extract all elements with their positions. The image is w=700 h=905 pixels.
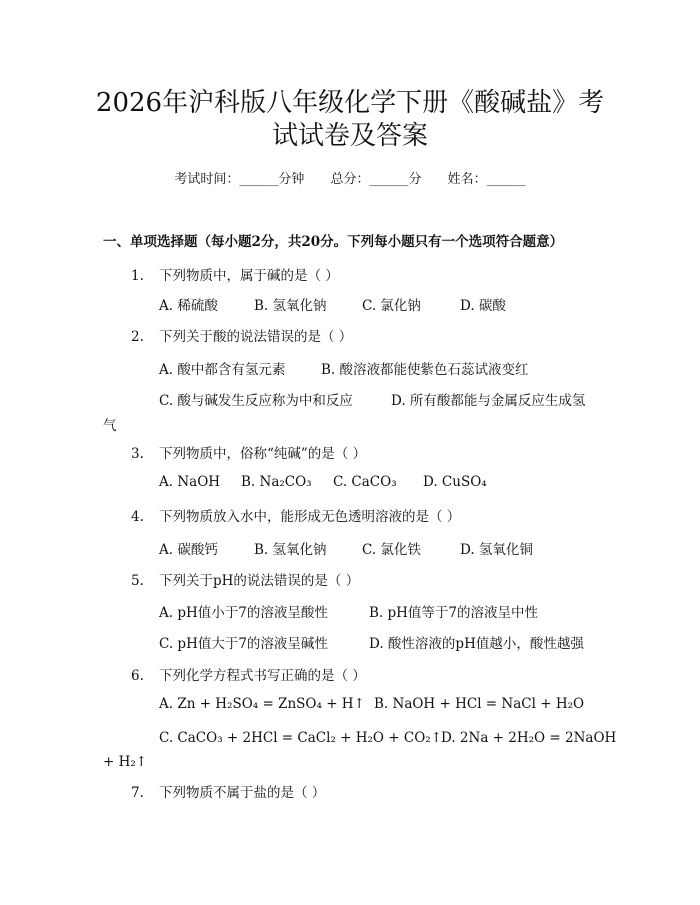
question-number: 4. <box>131 509 144 525</box>
q4-option-d: D. 氢氧化铜 <box>460 542 533 558</box>
q2-option-d-continued: 气 <box>103 418 117 434</box>
q6-option-d-continued: + H₂↑ <box>103 754 148 770</box>
section-heading: 一、单项选择题（每小题2分，共20分。下列每小题只有一个选项符合题意） <box>103 234 564 250</box>
q4-option-c: C. 氯化铁 <box>362 542 421 558</box>
q1-option-a: A. 稀硫酸 <box>159 298 218 314</box>
q6-option-c: C. CaCO₃ + 2HCl = CaCl₂ + H₂O + CO₂↑ <box>159 730 443 746</box>
q3-option-c: C. CaCO₃ <box>333 474 397 490</box>
question-5 <box>131 569 359 589</box>
q1-option-c: C. 氯化钠 <box>362 298 421 314</box>
q5-option-c: C. pH值大于7的溶液呈碱性 <box>159 636 328 652</box>
student-name: 姓名：______ <box>447 172 526 187</box>
question-text: 下列物质中，属于碱的是（ ） <box>159 268 339 284</box>
q3-option-b: B. Na₂CO₃ <box>241 474 312 490</box>
q5-option-a: A. pH值小于7的溶液呈酸性 <box>159 605 328 621</box>
exam-total-score: 总分：______分 <box>330 172 422 187</box>
question-3 <box>131 442 366 462</box>
q2-option-c: C. 酸与碱发生反应称为中和反应 <box>159 393 353 409</box>
q4-option-b: B. 氢氧化钠 <box>254 542 327 558</box>
question-text: 下列化学方程式书写正确的是（ ） <box>159 668 366 684</box>
title-line-2: 试试卷及答案 <box>271 121 428 151</box>
question-1 <box>131 264 339 284</box>
q3-option-d: D. CuSO₄ <box>423 474 487 490</box>
question-2 <box>131 325 352 345</box>
exam-info <box>0 168 700 187</box>
q5-option-d: D. 酸性溶液的pH值越小，酸性越强 <box>369 636 584 652</box>
q2-option-d: D. 所有酸都能与金属反应生成氢 <box>391 393 586 409</box>
q6-option-b: B. NaOH + HCl = NaCl + H₂O <box>374 696 585 712</box>
q5-option-b: B. pH值等于7的溶液呈中性 <box>369 605 539 621</box>
question-number: 6. <box>131 668 144 684</box>
question-text: 下列物质不属于盐的是（ ） <box>159 785 326 801</box>
question-number: 3. <box>131 446 144 462</box>
question-number: 5. <box>131 573 144 589</box>
question-text: 下列物质放入水中，能形成无色透明溶液的是（ ） <box>159 509 461 525</box>
question-text: 下列关于pH的说法错误的是（ ） <box>159 573 360 589</box>
q3-option-a: A. NaOH <box>159 474 221 490</box>
q4-option-a: A. 碳酸钙 <box>159 542 218 558</box>
exam-time: 考试时间：______分钟 <box>174 172 305 187</box>
question-7 <box>131 781 325 801</box>
q2-option-b: B. 酸溶液都能使紫色石蕊试液变红 <box>321 362 529 378</box>
question-4 <box>131 505 460 525</box>
question-text: 下列关于酸的说法错误的是（ ） <box>159 329 353 345</box>
q6-option-a: A. Zn + H₂SO₄ = ZnSO₄ + H↑ <box>159 696 365 712</box>
question-number: 1. <box>131 268 144 284</box>
question-text: 下列物质中，俗称“纯碱”的是（ ） <box>159 446 367 462</box>
q1-option-b: B. 氢氧化钠 <box>254 298 327 314</box>
question-number: 2. <box>131 329 144 345</box>
title-line-1: 2026年沪科版八年级化学下册《酸碱盐》考 <box>95 88 605 118</box>
q1-option-d: D. 碳酸 <box>460 298 506 314</box>
q2-option-a: A. 酸中都含有氢元素 <box>159 362 286 378</box>
question-number: 7. <box>131 785 144 801</box>
question-6 <box>131 664 366 684</box>
q6-option-d: D. 2Na + 2H₂O = 2NaOH <box>441 730 617 746</box>
